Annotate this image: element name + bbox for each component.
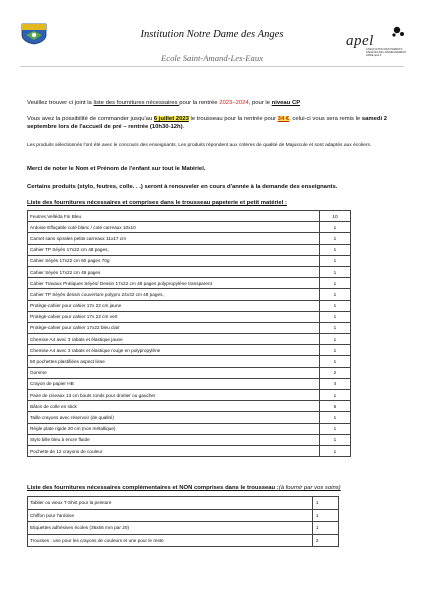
table-row xyxy=(28,289,351,300)
qty-cell: 1 xyxy=(319,266,350,277)
supplies-table-not-included xyxy=(27,496,339,547)
qty-cell: 1 xyxy=(312,509,338,522)
table-row xyxy=(28,233,351,244)
intro-paragraph-4: Merci de noter le Nom et Prénom de l'enfant sur tout le Matériel. xyxy=(27,166,206,172)
table-row xyxy=(28,534,339,547)
item-cell: Cahier Séyès 17x22 cm 60 pages 70g xyxy=(28,255,320,266)
table-row xyxy=(28,278,351,289)
qty-cell: 1 xyxy=(319,334,350,345)
item-cell: Pochette de 12 crayons de couleur xyxy=(28,445,320,456)
item-cell: Chemise A4 avec 3 rabats et élastique jaune xyxy=(28,334,320,345)
apel-tagline: ASSOCIATION DES PARENTS D'ÉLÈVES DE L'ENSEIGNEMENT LIBRE apel.fr xyxy=(366,48,407,57)
list2-heading: Liste des fournitures nécessaires complémentaires et NON comprises dans le trousseau :(à fournir par vos soins) xyxy=(27,485,341,491)
table-row xyxy=(28,300,351,311)
item-cell: Bâton de colle en stick xyxy=(28,401,320,412)
item-cell: Taille crayons avec réservoir (de qualité) xyxy=(28,412,320,423)
item-cell: Etiquettes adhésives écoles (36x56 mm par 20) xyxy=(28,522,313,535)
header-divider xyxy=(20,66,404,67)
table-row xyxy=(28,345,351,356)
item-cell: Chiffon pour l'ardoise xyxy=(28,509,313,522)
qty-cell: 1 xyxy=(312,497,338,510)
qty-cell: 1 xyxy=(319,345,350,356)
item-cell: Règle plate rigide 20 cm (non métallique) xyxy=(28,423,320,434)
qty-cell: 1 xyxy=(319,311,350,322)
item-cell: 50 pochettes plastifiées aspect lisse xyxy=(28,356,320,367)
qty-cell: 1 xyxy=(319,222,350,233)
qty-cell: 1 xyxy=(319,434,350,445)
item-cell: Crayon de papier HB xyxy=(28,378,320,389)
item-cell: Feutres Velléda Fin Bleu xyxy=(28,211,320,222)
table-row xyxy=(28,311,351,322)
table-row xyxy=(28,445,351,456)
apel-wordmark: apel xyxy=(346,33,374,49)
qty-cell: 1 xyxy=(312,522,338,535)
intro-paragraph-2: Vous avez la possibilité de commander jusqu'au 6 juillet 2023 le trousseau pour la rentrée pour 34 €, celui-ci vous sera remis le samedi 2 septembre lors de l'accueil de pré – rentrée (10h30-12h). xyxy=(27,116,388,131)
table-row xyxy=(28,255,351,266)
intro-paragraph-5: Certains produits (stylo, feutres, colle. . .) seront à renouveler en cours d'année à la demande des enseignants. xyxy=(27,184,338,190)
institution-title: Institution Notre Dame des Anges xyxy=(140,29,284,40)
item-cell: Cahier TP Séyès dessin couverture polypro 24x32 cm 48 pages, xyxy=(28,289,320,300)
qty-cell: 1 xyxy=(319,278,350,289)
table-row xyxy=(28,423,351,434)
list1-heading: Liste des fournitures nécessaires et comprises dans le trousseau papeterie et petit matériel : xyxy=(27,200,287,206)
item-cell: Cahier Séyès 17x22 cm 48 pages xyxy=(28,266,320,277)
item-cell: Trousses : une pour les crayons de couleurs et une pour le reste xyxy=(28,534,313,547)
table-row xyxy=(28,367,351,378)
table-row xyxy=(28,522,339,535)
qty-cell: 1 xyxy=(319,255,350,266)
qty-cell: 1 xyxy=(319,412,350,423)
qty-cell: 1 xyxy=(319,356,350,367)
table-row xyxy=(28,401,351,412)
item-cell: Protège-cahier pour cahier 17x 22 cm vert xyxy=(28,311,320,322)
qty-cell: 1 xyxy=(319,289,350,300)
qty-cell: 2 xyxy=(319,367,350,378)
table-row xyxy=(28,378,351,389)
qty-cell: 2 xyxy=(312,534,338,547)
list2-note: (à fournir par vos soins) xyxy=(278,485,341,491)
table-row xyxy=(28,390,351,401)
item-cell: Protège-cahier pour cahier 17x 22 cm jaune xyxy=(28,300,320,311)
item-cell: Stylo bille bleu à encre fluide xyxy=(28,434,320,445)
item-cell: Carnet sans spirales petits carreaux 11x17 cm xyxy=(28,233,320,244)
table-row xyxy=(28,322,351,333)
qty-cell: 1 xyxy=(319,322,350,333)
table-row xyxy=(28,266,351,277)
table-row xyxy=(28,211,351,222)
table-row xyxy=(28,222,351,233)
qty-cell: 1 xyxy=(319,445,350,456)
table-row xyxy=(28,434,351,445)
item-cell: Tablier ou vieux T-Shirt pour la peinture xyxy=(28,497,313,510)
item-cell: Ardoise Effaçable coté blanc / coté carreaux 10x10 xyxy=(28,222,320,233)
table-row xyxy=(28,412,351,423)
item-cell: Chemise A4 avec 3 rabats et élastique rouge en polypropylène xyxy=(28,345,320,356)
table-row xyxy=(28,497,339,510)
school-subtitle: Ecole Saint-Amand-Les-Eaux xyxy=(161,53,263,63)
qty-cell: 1 xyxy=(319,244,350,255)
intro-paragraph-1: Veuillez trouver ci joint la liste des fournitures nécessaires pour la rentrée 2023–2024, pour le niveau CP xyxy=(27,100,301,106)
item-cell: Gomme xyxy=(28,367,320,378)
qty-cell: 5 xyxy=(319,401,350,412)
table-row xyxy=(28,244,351,255)
item-cell: Protège-cahier pour cahier 17x22 bleu clair xyxy=(28,322,320,333)
table-row xyxy=(28,356,351,367)
qty-cell: 1 xyxy=(319,423,350,434)
item-cell: Cahier Travaux Pratiques Séyès/ Dessin 17x22 cm 48 pages polypropylène transparent xyxy=(28,278,320,289)
table-row xyxy=(28,509,339,522)
item-cell: Paire de ciseaux 13 cm bouts ronds pour droitier ou gaucher xyxy=(28,390,320,401)
qty-cell: 4 xyxy=(319,378,350,389)
qty-cell: 1 xyxy=(319,300,350,311)
supplies-table-included xyxy=(27,210,351,457)
intro-paragraph-3: Les produits sélectionnés l'ont été avec le concours des enseignants. Les produits répondent aux critères de qualité de Majuscule et sont adaptés aux écoliers. xyxy=(27,143,372,148)
qty-cell: 10 xyxy=(319,211,350,222)
qty-cell: 1 xyxy=(319,233,350,244)
qty-cell: 1 xyxy=(319,390,350,401)
table-row xyxy=(28,334,351,345)
item-cell: Cahier TP Séyès 17x22 cm 48 pages, xyxy=(28,244,320,255)
